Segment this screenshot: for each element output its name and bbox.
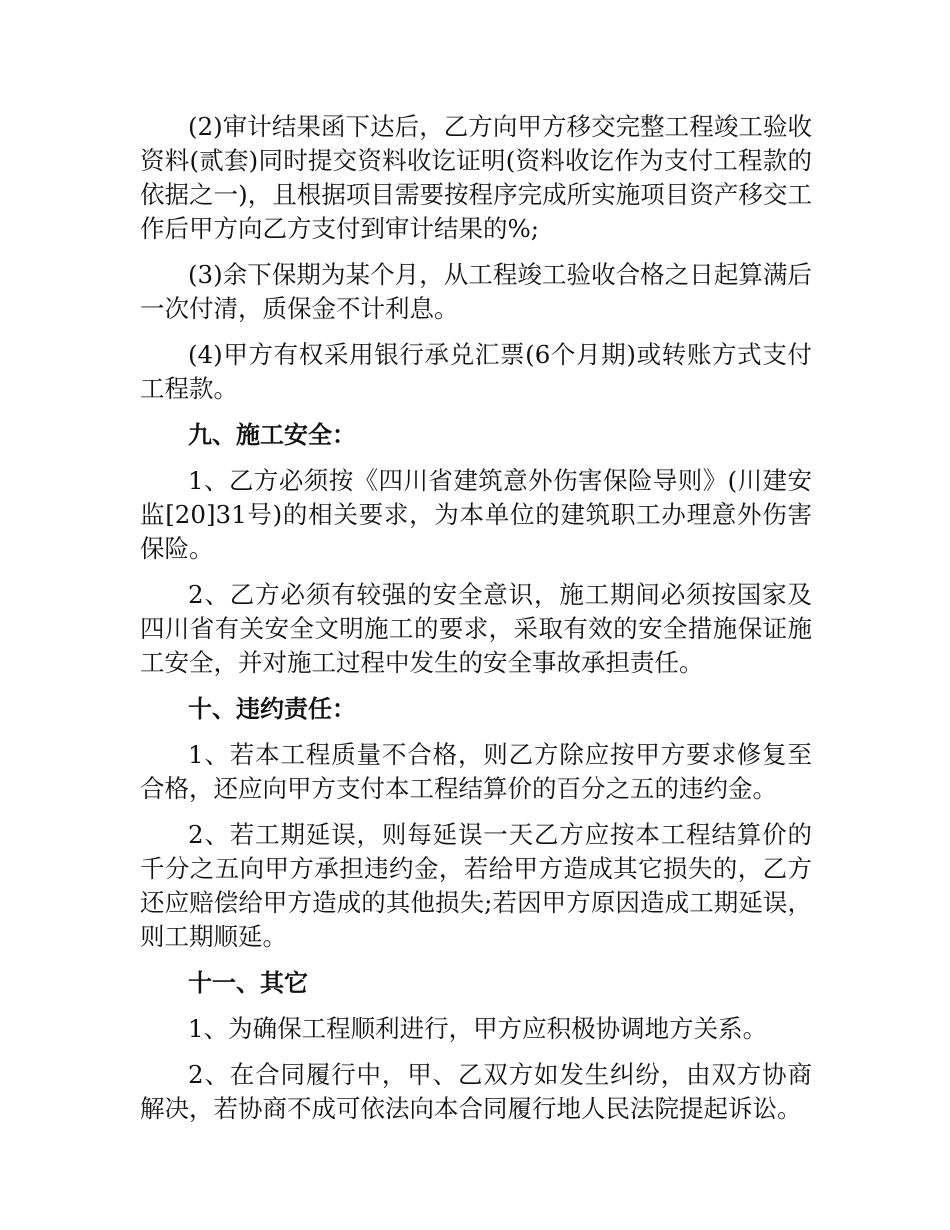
section-ten-heading: 十、违约责任： [188,695,356,723]
section-ten-item-2: 2、若工期延误，则每延误一天乙方应按本工程结算价的千分之五向甲方承担违约金，若给甲方造成其它损失的，乙方还应赔偿给甲方造成的其他损失;若因甲方原因造成工期延误，则工期顺延。 [140,820,812,951]
payment-clause-3: (3)余下保期为某个月，从工程竣工验收合格之日起算满后一次付清，质保金不计利息。 [140,260,812,323]
payment-clause-4: (4)甲方有权采用银行承兑汇票(6个月期)或转账方式支付工程款。 [140,340,812,403]
section-nine-item-1: 1、乙方必须按《四川省建筑意外伤害保险导则》(川建安监[20]31号)的相关要求，为本单位的建筑职工办理意外伤害保险。 [140,466,812,563]
section-ten-item-1: 1、若本工程质量不合格，则乙方除应按甲方要求修复至合格，还应向甲方支付本工程结算价的百分之五的违约金。 [140,740,812,803]
section-eleven-heading: 十一、其它 [188,969,308,997]
section-eleven-item-2: 2、在合同履行中，甲、乙双方如发生纠纷，由双方协商解决，若协商不成可依法向本合同履行地人民法院提起诉讼。 [140,1060,812,1123]
payment-clause-2: (2)审计结果函下达后，乙方向甲方移交完整工程竣工验收资料(贰套)同时提交资料收讫证明(资料收讫作为支付工程款的依据之一)，且根据项目需要按程序完成所实施项目资产移交工作后甲方向乙方支付到审计结果的%; [140,112,812,243]
section-nine-item-2: 2、乙方必须有较强的安全意识，施工期间必须按国家及四川省有关安全文明施工的要求，采取有效的安全措施保证施工安全，并对施工过程中发生的安全事故承担责任。 [140,580,812,677]
section-eleven-item-1: 1、为确保工程顺利进行，甲方应积极协调地方关系。 [188,1014,768,1043]
document-page [140,110,812,1138]
section-nine-heading: 九、施工安全： [188,421,356,449]
